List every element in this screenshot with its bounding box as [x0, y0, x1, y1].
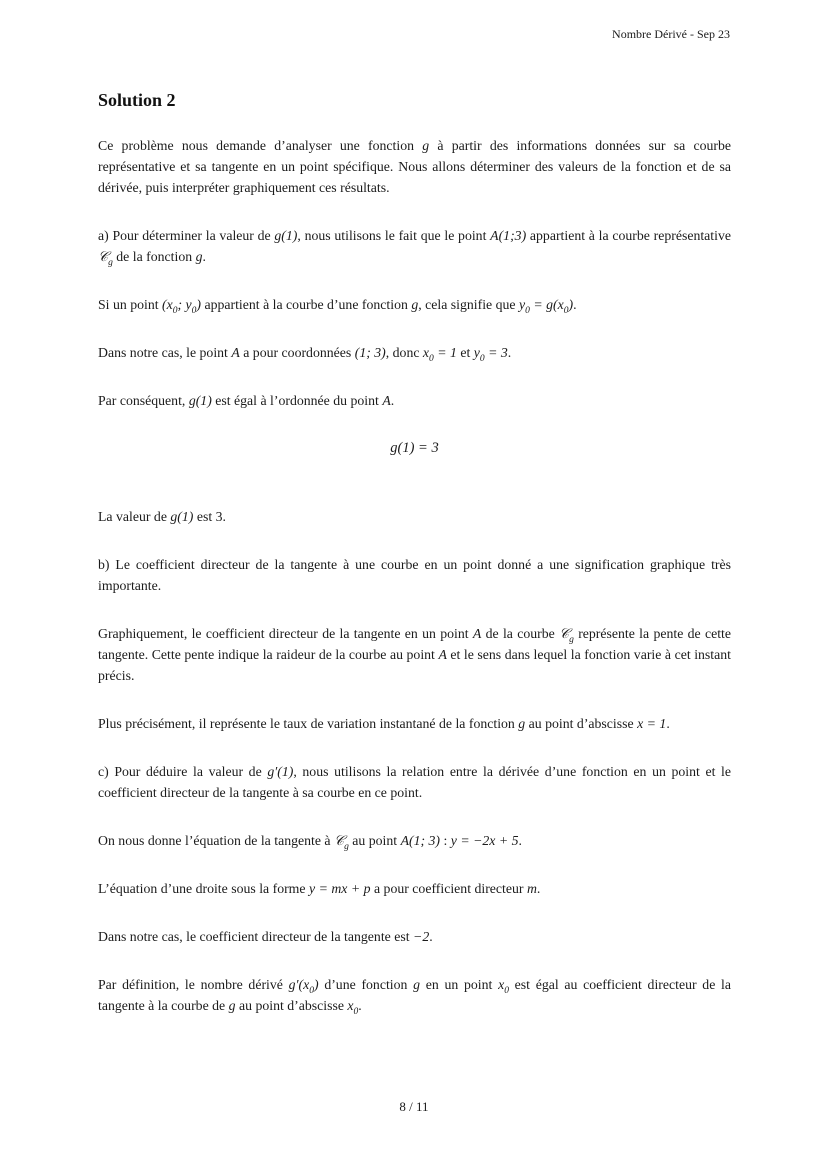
math-expression: A [438, 647, 447, 662]
math-expression: g(1) [170, 509, 194, 524]
paragraph: a) Pour déterminer la valeur de g(1), nous utilisons le fait que le point A(1;3) appartient à la courbe représentative 𝒞$_g$ de la fonction g. [98, 228, 731, 268]
page-number: 8 / 11 [399, 1099, 429, 1114]
paragraph: c) Pour déduire la valeur de g′(1), nous utilisons la relation entre la dérivée d’une fonction en un point et le coefficient directeur de la tangente à sa courbe en ce point. [98, 764, 731, 800]
math-expression: (1; 3) [354, 345, 386, 360]
paragraph: Dans notre cas, le point A a pour coordonnées (1; 3), donc $x_0 = 1$ et $y_0 = 3$. [98, 345, 512, 364]
math-expression: g(1) [188, 393, 212, 408]
math-expression: A [231, 345, 240, 360]
page-header: Nombre Dérivé - Sep 23 [612, 27, 730, 41]
math-expression: A [472, 626, 482, 641]
math-expression: g′(1) [267, 764, 294, 779]
math-expression: −2 [413, 929, 430, 944]
math-expression: g(1) = 3 [390, 440, 439, 456]
paragraph: On nous donne l’équation de la tangente à 𝒞$_g$ au point A(1; 3) : y = −2x + 5. [98, 833, 522, 852]
document-content [98, 90, 731, 1016]
paragraph: Dans notre cas, le coefficient directeur de la tangente est −2. [98, 929, 433, 944]
math-expression: $x_0 = 1$ [422, 345, 457, 364]
math-expression: ($x_0$; $y_0$) [162, 297, 202, 316]
page-title: Solution 2 [98, 90, 176, 110]
math-expression: $x_0$ [498, 977, 509, 996]
math-expression: g [411, 297, 419, 312]
math-expression: 𝒞$_g$ [98, 249, 113, 268]
math-expression: g [195, 249, 203, 264]
paragraph: Ce problème nous demande d’analyser une fonction g à partir des informations données sur sa courbe représentative et sa tangente en un point spécifique. Nous allons déterminer des valeurs de la fonction et de sa dérivée, puis interpréter graphiquement ces résultats. [98, 138, 731, 195]
math-expression: y = mx + p [309, 881, 371, 896]
paragraph: Par conséquent, g(1) est égal à l’ordonnée du point A. [98, 393, 395, 408]
paragraph-blocks [98, 135, 731, 1016]
math-expression: A(1; 3) [400, 833, 441, 848]
math-expression: g [228, 998, 236, 1013]
paragraph: b) Le coefficient directeur de la tangente à une courbe en un point donné a une signification graphique très importante. [98, 557, 731, 593]
math-expression: 𝒞$_g$ [334, 833, 349, 852]
math-expression: $y_0 = 3$ [473, 345, 508, 364]
paragraph: Graphiquement, le coefficient directeur de la tangente en un point A de la courbe 𝒞$_g$ représente la pente de cette tangente. Cette pente indique la raideur de la courbe au point A et le sens dans lequel la fonction varie à cet instant précis. [98, 626, 731, 683]
paragraph: Par définition, le nombre dérivé $g'(x_0)$ d’une fonction g en un point $x_0$ est égal au coefficient directeur de la tangente à la courbe de g au point d’abscisse $x_0$. [98, 977, 731, 1017]
math-expression: g [413, 977, 421, 992]
math-expression: x = 1 [637, 716, 667, 731]
math-expression: 𝒞$_g$ [559, 626, 574, 645]
paragraph: L’équation d’une droite sous la forme y = mx + p a pour coefficient directeur m. [98, 881, 541, 896]
paragraph: La valeur de g(1) est 3. [98, 509, 226, 524]
math-expression: $g'(x_0)$ [288, 977, 319, 996]
math-expression: $x_0$ [347, 998, 359, 1017]
math-expression: g [518, 716, 526, 731]
paragraph: Plus précisément, il représente le taux de variation instantané de la fonction g au point d’abscisse x = 1. [98, 716, 670, 731]
math-expression: A [382, 393, 391, 408]
math-expression: $y_0 = g(x_0)$ [519, 297, 574, 316]
math-expression: A(1;3) [490, 228, 527, 243]
math-expression: g(1) [274, 228, 298, 243]
paragraph: Si un point ($x_0$; $y_0$) appartient à la courbe d’une fonction g, cela signifie que $y_0 = g(x_0)$. [98, 297, 577, 316]
math-expression: g [422, 138, 430, 153]
math-expression: y = −2x + 5 [450, 833, 519, 848]
equation [98, 438, 731, 459]
math-expression: m [526, 881, 537, 896]
